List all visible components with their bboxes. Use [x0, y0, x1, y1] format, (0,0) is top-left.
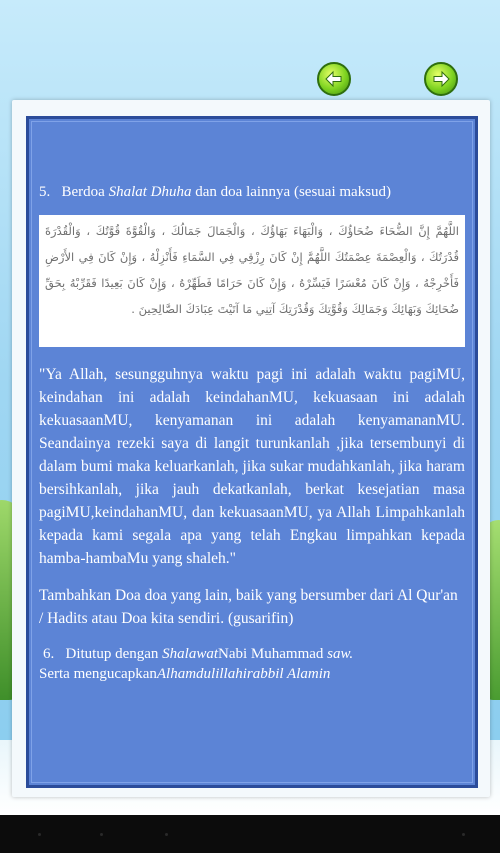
nav-dot — [100, 833, 103, 836]
arrow-left-icon — [324, 69, 344, 89]
closing-italic-saw: saw. — [327, 646, 354, 662]
nav-dot — [165, 833, 168, 836]
content-panel — [26, 116, 478, 788]
prayer-translation: "Ya Allah, sesungguhnya waktu pagi ini adalah waktu pagiMU, keindahan ini adalah keindahanMU, kekuasaan ini adalah kekuasaanMU, kenyamanan ini adalah kenyamananMU. Seandainya rezeki saya di langit turunkanlah ,jika tersembunyi di dalam bumi maka keluarkanlah, jika sukar mudahkanlah, jika haram bersihkanlah, jika jauh dekatkanlah, berkat kesejatian masa pagiMU,keindahanMU, dan kekuasaanMU, ya Allah Limpahkanlah kepada kami segala apa yang telah Engkau limpahkan kepada hamba-hambaMu yang shaleh." — [39, 366, 465, 567]
nav-dot — [38, 833, 41, 836]
closing-italic-alhamdulillah: Alhamdulillahirabbil Alamin — [156, 666, 331, 682]
prev-page-button[interactable] — [317, 62, 351, 96]
closing-italic-shalawat: Shalawat — [162, 646, 218, 662]
heading-prefix: Berdoa — [61, 184, 105, 200]
arabic-prayer-image: اللَّهُمَّ إِنَّ الضُّحَاءَ ضُحَاؤُكَ ، وَالْبَهَاءَ بَهَاؤُكَ ، وَالْجَمَالَ جَمَالُكَ ، وَالْقُوَّةَ قُوَّتُكَ ، وَالْقُدْرَةَ قُدْرَتُكَ ، وَالْعِصْمَةَ عِصْمَتُكَ اللَّهُمَّ إِنْ كَانَ رِزْقِي فِي السَّمَاءِ فَأَنْزِلْهُ ، وَإِنْ كَانَ فِي الأَرْضِ فَأَخْرِجْهُ ، وَإِنْ كَانَ مُعْسَرًا فَيَسِّرْهُ ، وَإِنْ كَانَ حَرَامًا فَطَهِّرْهُ ، وَإِنْ كَانَ بَعِيدًا فَقَرِّبْهُ بِحَقِّ ضُحَائِكَ وَبَهَائِكَ وَجَمَالِكَ وَقُوَّتِكَ وَقُدْرَتِكَ آتِنِي مَا آتَيْتَ عِبَادَكَ الصَّالِحِينَ . — [39, 215, 465, 347]
heading-italic: Shalat Dhuha — [108, 184, 192, 200]
step-number: 5. — [39, 184, 51, 200]
step-number: 6. — [43, 646, 55, 662]
step-6-closing — [39, 644, 465, 684]
closing-middle: Nabi Muhammad — [218, 646, 324, 662]
closing-line2-prefix: Serta mengucapkan — [39, 666, 157, 682]
nav-dot — [462, 833, 465, 836]
closing-prefix: Ditutup dengan — [65, 646, 159, 662]
system-navigation-bar — [0, 815, 500, 853]
heading-suffix: dan doa lainnya (sesuai maksud) — [195, 184, 392, 200]
additional-note: Tambahkan Doa doa yang lain, baik yang bersumber dari Al Qur'an / Hadits atau Doa kita sendiri. (gusarifin) — [39, 587, 458, 627]
arrow-right-icon — [431, 69, 451, 89]
content-body — [39, 181, 465, 684]
step-5-heading — [39, 181, 465, 203]
next-page-button[interactable] — [424, 62, 458, 96]
